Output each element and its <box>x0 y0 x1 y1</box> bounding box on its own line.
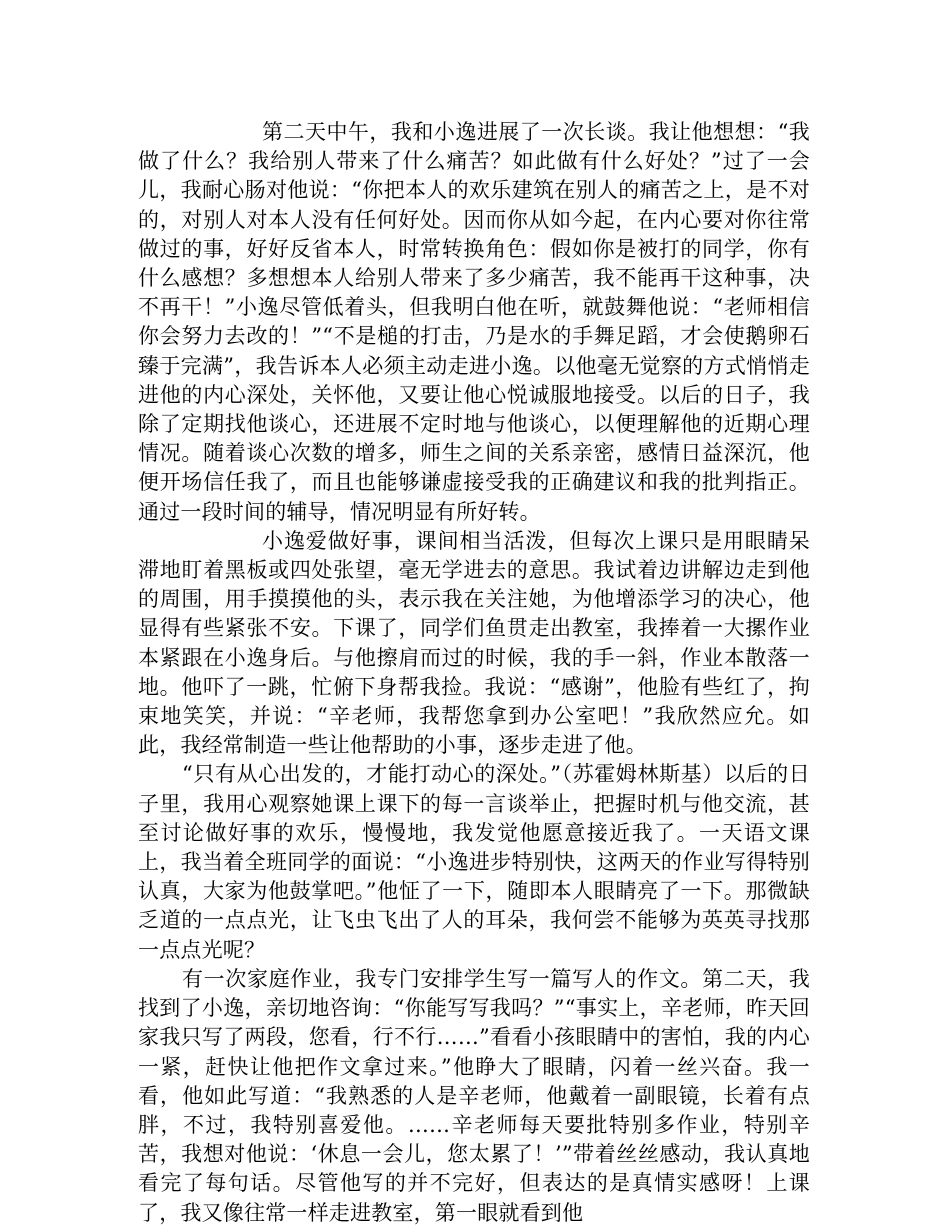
document-body <box>138 118 810 1228</box>
paragraph-1: 第二天中午，我和小逸进展了一次长谈。我让他想想：“我做了什么？我给别人带来了什么痛苦？如此做有什么好处？”过了一会儿，我耐心肠对他说：“你把本人的欢乐建筑在别人的痛苦之上，是不对的，对别人对本人没有任何好处。因而你从如今起，在内心要对你往常做过的事，好好反省本人，时常转换角色：假如你是被打的同学，你有什么感想？多想想本人给别人带来了多少痛苦，我不能再干这种事，决不再干！”小逸尽管低着头，但我明白他在听，就鼓舞他说：“老师相信你会努力去改的！”“不是槌的打击，乃是水的手舞足蹈，才会使鹅卵石臻于完满”，我告诉本人必须主动走进小逸。以他毫无觉察的方式悄悄走进他的内心深处，关怀他，又要让他心悦诚服地接受。以后的日子，我除了定期找他谈心，还进展不定时地与他谈心，以便理解他的近期心理情况。随着谈心次数的增多，师生之间的关系亲密，感情日益深沉，他便开场信任我了，而且也能够谦虚接受我的正确建议和我的批判指正。通过一段时间的辅导，情况明显有所好转。 <box>138 120 810 524</box>
paragraph-3: “只有从心出发的，才能打动心的深处。”（苏霍姆林斯基）以后的日子里，我用心观察她课上课下的每一言谈举止，把握时机与他交流，甚至讨论做好事的欢乐，慢慢地，我发觉他愿意接近我了。一天语文课上，我当着全班同学的面说：“小逸进步特别快，这两天的作业写得特别认真，大家为他鼓掌吧。”他怔了一下，随即本人眼睛亮了一下。那微缺乏道的一点点光，让飞虫飞出了人的耳朵，我何尝不能够为英英寻找那一点点光呢？ <box>138 762 810 962</box>
paragraph-4: 有一次家庭作业，我专门安排学生写一篇写人的作文。第二天，我找到了小逸，亲切地咨询：“你能写写我吗？”“事实上，辛老师，昨天回家我只写了两段，您看，行不行……”看看小孩眼睛中的害怕，我的内心一紧，赶快让他把作文拿过来。”他睁大了眼睛，闪着一丝兴奋。我一看，他如此写道：“我熟悉的人是辛老师，他戴着一副眼镜，长着有点胖，不过，我特别喜爱他。……辛老师每天要批特别多作业，特别辛苦，我想对他说：‘休息一会儿，您太累了！’”带着丝丝感动，我认真地看完了每句话。尽管他写的并不完好，但表达的是真情实感呀！上课了，我又像往常一样走进教室，第一眼就看到他 <box>138 966 810 1225</box>
paragraph-2: 小逸爱做好事，课间相当活泼，但每次上课只是用眼睛呆滞地盯着黑板或四处张望，毫无学进去的意思。我试着边讲解边走到他的周围，用手摸摸他的头，表示我在关注她，为他增添学习的决心，他显得有些紧张不安。下课了，同学们鱼贯走出教室，我捧着一大摞作业本紧跟在小逸身后。与他擦肩而过的时候，我的手一斜，作业本散落一地。他吓了一跳，忙俯下身帮我捡。我说：“感谢”，他脸有些红了，拘束地笑笑，并说：“辛老师，我帮您拿到办公室吧！”我欣然应允。如此，我经常制造一些让他帮助的小事，逐步走进了他。 <box>138 528 810 758</box>
